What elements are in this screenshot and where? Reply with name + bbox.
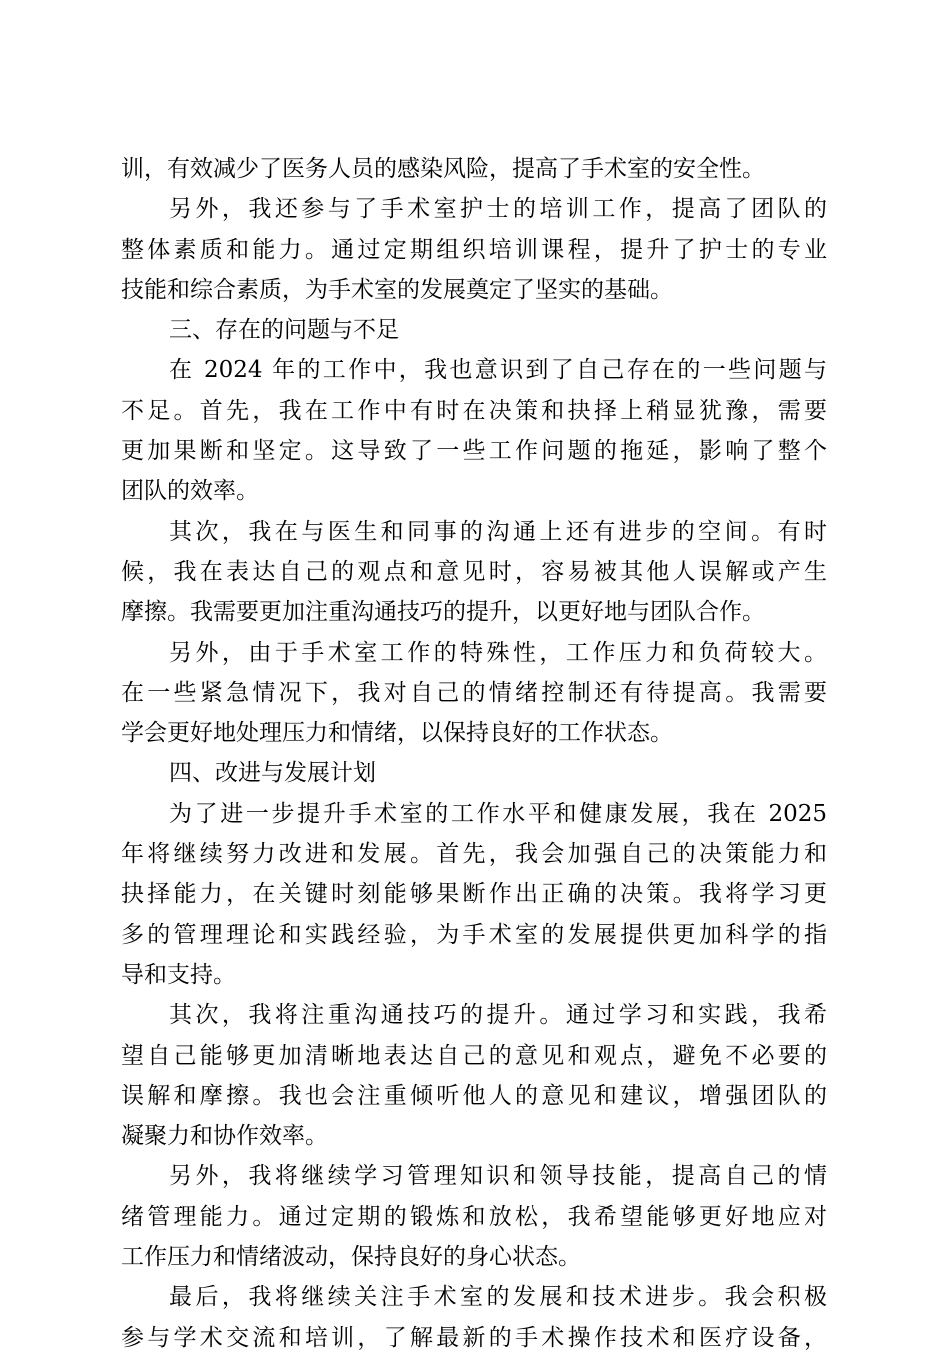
paragraph-line: 训，有效减少了医务人员的感染风险，提高了手术室的安全性。: [121, 156, 765, 182]
paragraph-line: 其次，我在与医生和同事的沟通上还有进步的空间。有时: [169, 518, 827, 545]
paragraph-line: 望自己能够更加清晰地表达自己的意见和观点，避免不必要的: [121, 1042, 827, 1069]
paragraph-line: 凝聚力和协作效率。: [121, 1123, 328, 1150]
paragraph-line: 工作压力和情绪波动，保持良好的身心状态。: [121, 1244, 581, 1271]
paragraph-line: 候，我在表达自己的观点和意见时，容易被其他人误解或产生: [121, 558, 827, 585]
section-heading: 四、改进与发展计划: [169, 760, 376, 787]
paragraph-line: 在 2024 年的工作中，我也意识到了自己存在的一些问题与: [169, 357, 827, 384]
paragraph-line: 最后，我将继续关注手术室的发展和技术进步。我会积极: [169, 1284, 827, 1311]
paragraph-line: 其次，我将注重沟通技巧的提升。通过学习和实践，我希: [169, 1002, 827, 1029]
paragraph-line: 另外，我将继续学习管理知识和领导技能，提高自己的情: [169, 1163, 827, 1190]
paragraph-line: 技能和综合素质，为手术室的发展奠定了坚实的基础。: [121, 276, 673, 303]
paragraph-line: 导和支持。: [121, 961, 236, 988]
paragraph-line: 误解和摩擦。我也会注重倾听他人的意见和建议，增强团队的: [121, 1082, 827, 1109]
paragraph-line: 学会更好地处理压力和情绪，以保持良好的工作状态。: [121, 720, 673, 747]
paragraph-line: 在一些紧急情况下，我对自己的情绪控制还有待提高。我需要: [121, 679, 827, 706]
paragraph-line: 多的管理理论和实践经验，为手术室的发展提供更加科学的指: [121, 921, 827, 948]
paragraph-line: 另外，由于手术室工作的特殊性，工作压力和负荷较大。: [169, 639, 827, 666]
paragraph-line: 为了进一步提升手术室的工作水平和健康发展，我在 2025: [169, 800, 827, 827]
paragraph-line: 摩擦。我需要更加注重沟通技巧的提升，以更好地与团队合作。: [121, 599, 765, 626]
section-heading: 三、存在的问题与不足: [169, 317, 399, 344]
paragraph-line: 不足。首先，我在工作中有时在决策和抉择上稍显犹豫，需要: [121, 397, 827, 424]
paragraph-line: 整体素质和能力。通过定期组织培训课程，提升了护士的专业: [121, 236, 827, 263]
paragraph-line: 参与学术交流和培训，了解最新的手术操作技术和医疗设备，: [121, 1324, 827, 1351]
paragraph-line: 另外，我还参与了手术室护士的培训工作，提高了团队的: [169, 196, 827, 223]
paragraph-line: 更加果断和坚定。这导致了一些工作问题的拖延，影响了整个: [121, 438, 827, 465]
paragraph-line: 团队的效率。: [121, 478, 259, 505]
document-page: [121, 149, 827, 1358]
paragraph-line: 抉择能力，在关键时刻能够果断作出正确的决策。我将学习更: [121, 881, 827, 908]
paragraph-line: 年将继续努力改进和发展。首先，我会加强自己的决策能力和: [121, 841, 827, 868]
paragraph-line: 绪管理能力。通过定期的锻炼和放松，我希望能够更好地应对: [121, 1203, 827, 1230]
